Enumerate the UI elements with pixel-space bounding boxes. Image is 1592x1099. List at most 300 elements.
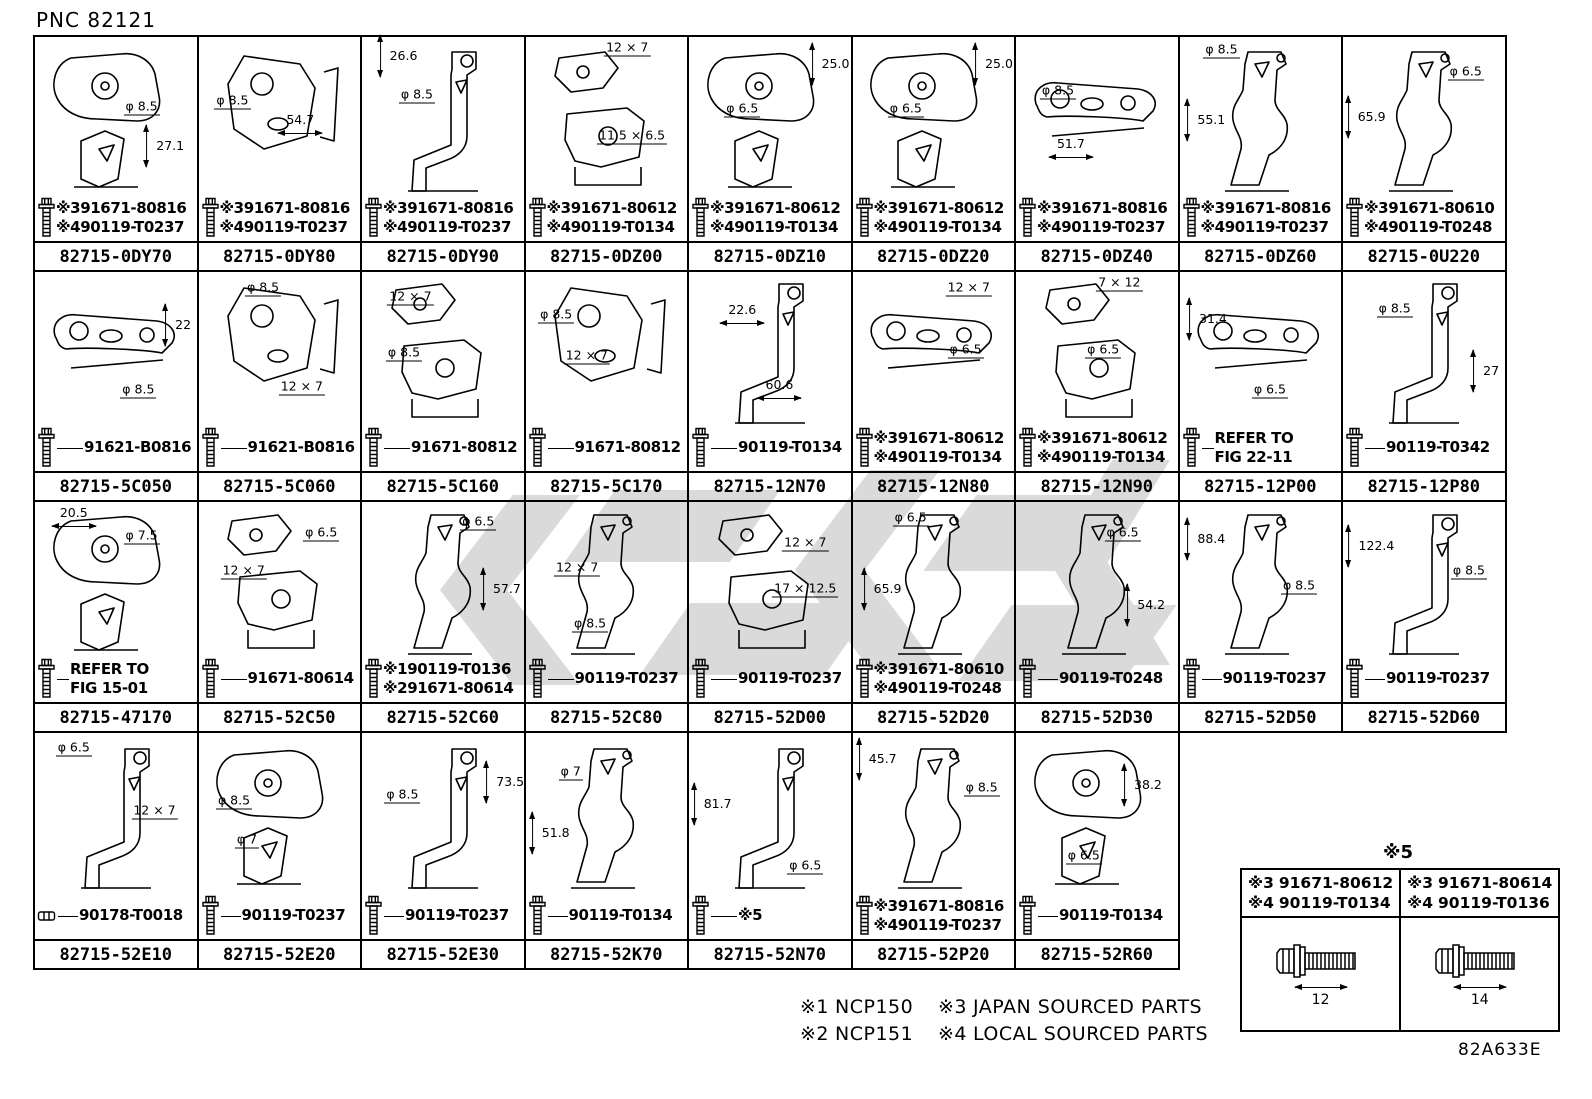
fastener-row bbox=[1180, 197, 1342, 241]
part-number-label: 82715-52P20 bbox=[853, 939, 1015, 968]
part-cell bbox=[689, 37, 853, 272]
dimension-label: φ 8.5 bbox=[125, 98, 158, 114]
dimension-label: 12 × 7 bbox=[222, 562, 265, 578]
part-number-label: 82715-52K70 bbox=[526, 939, 688, 968]
part-cell bbox=[1180, 272, 1344, 502]
fastener-part-number: 91671-80812 bbox=[574, 438, 681, 457]
dimension-label: 65.9 bbox=[1357, 109, 1386, 124]
dimension-arrow bbox=[1049, 153, 1093, 162]
dimension-label: 65.9 bbox=[873, 581, 902, 597]
part-number-label: 82715-5C060 bbox=[199, 471, 361, 500]
part-number-label: 82715-52D00 bbox=[689, 702, 851, 731]
part-number-label: 82715-52E30 bbox=[362, 939, 524, 968]
drawing-area bbox=[1016, 272, 1178, 427]
bolt-icon bbox=[1182, 427, 1201, 469]
drawing-area bbox=[853, 272, 1015, 427]
fastener-row bbox=[853, 197, 1015, 241]
note-box-title: ※5 bbox=[1382, 842, 1414, 863]
fastener-part-number: 90119-T0134 bbox=[1059, 906, 1163, 925]
dimension-arrow bbox=[1344, 96, 1353, 138]
dimension-label: 11.5 × 6.5 bbox=[599, 127, 666, 143]
dimension-label: 54.2 bbox=[1137, 596, 1166, 612]
fastener-row bbox=[526, 197, 688, 241]
bolt-icon bbox=[528, 427, 547, 469]
dimension-label: 51.7 bbox=[1056, 136, 1085, 151]
part-cell bbox=[199, 733, 363, 970]
drawing-area bbox=[199, 37, 361, 197]
fastener-part-number: ※3 91671-80612 bbox=[1248, 874, 1394, 892]
dimension-arrow bbox=[1345, 525, 1354, 567]
fastener-part-number: ※4 90119-T0136 bbox=[1407, 894, 1550, 913]
fastener-part-number: ※4 90119-T0134 bbox=[1037, 448, 1166, 466]
bolt-icon bbox=[855, 658, 874, 700]
fastener-row bbox=[199, 197, 361, 241]
part-cell bbox=[526, 733, 690, 970]
bolt-icon bbox=[855, 895, 874, 937]
leader-line bbox=[711, 679, 737, 680]
part-cell bbox=[362, 733, 526, 970]
dimension-label: φ 6.5 bbox=[726, 100, 759, 116]
note-box-cell bbox=[1242, 870, 1401, 1030]
bolt-icon bbox=[1018, 658, 1037, 700]
leader-line bbox=[57, 448, 83, 449]
bolt-icon bbox=[1018, 895, 1037, 937]
leader-line bbox=[221, 916, 241, 917]
fastener-part-number: 90119-T0237 bbox=[241, 906, 346, 925]
leader-line bbox=[58, 916, 78, 917]
leader-line bbox=[384, 448, 410, 449]
fastener-row bbox=[1016, 658, 1178, 702]
fastener-part-number: FIG 22-11 bbox=[1214, 448, 1293, 466]
part-number-label: 82715-0DY80 bbox=[199, 241, 361, 270]
drawing-area bbox=[362, 37, 524, 197]
leader-line bbox=[1038, 916, 1058, 917]
drawing-area bbox=[526, 502, 688, 658]
fastener-row bbox=[526, 427, 688, 471]
dimension-label: 54.7 bbox=[286, 112, 315, 127]
part-cell bbox=[689, 502, 853, 733]
dimension-label: φ 6.5 bbox=[57, 739, 90, 755]
bolt-icon bbox=[1182, 197, 1201, 239]
fastener-part-number: FIG 15-01 bbox=[70, 679, 148, 697]
fastener-part-number: ※4 90119-T0248 bbox=[1364, 218, 1493, 236]
drawing-area bbox=[35, 272, 197, 427]
fastener-part-number: 90119-T0237 bbox=[405, 906, 509, 925]
legend-text: NCP150 bbox=[835, 995, 914, 1018]
drawing-area bbox=[1180, 37, 1342, 197]
part-drawing bbox=[531, 44, 681, 200]
dimension-label: 22.6 bbox=[728, 302, 757, 318]
part-number-label: 82715-52N70 bbox=[689, 939, 851, 968]
note-box-drawing bbox=[1401, 918, 1558, 1030]
fastener-part-number: ※3 91671-80614 bbox=[1407, 874, 1553, 892]
dimension-label: φ 8.5 bbox=[965, 779, 998, 795]
legend-item bbox=[938, 1020, 1208, 1047]
part-number-label: 82715-0DZ20 bbox=[853, 241, 1015, 270]
fastener-row bbox=[362, 197, 524, 241]
drawing-area bbox=[1016, 502, 1178, 658]
drawing-area bbox=[35, 733, 197, 895]
bolt-icon bbox=[1345, 427, 1364, 469]
note-box-drawing bbox=[1242, 918, 1399, 1030]
part-number-label: 82715-0DZ60 bbox=[1180, 241, 1342, 270]
fastener-part-number: ※3 91671-80612 bbox=[873, 428, 1004, 447]
fastener-part-number: ※4 90119-T0237 bbox=[1200, 218, 1329, 236]
fastener-part-number: ※3 91671-80610 bbox=[873, 659, 1004, 678]
fastener-row bbox=[1343, 658, 1505, 702]
fastener-row bbox=[35, 895, 197, 939]
fastener-part-number: 91671-80812 bbox=[411, 438, 518, 457]
leader-line bbox=[548, 916, 568, 917]
part-cell bbox=[1180, 37, 1344, 272]
dimension-arrow bbox=[855, 738, 864, 780]
note-box-header bbox=[1242, 870, 1399, 918]
dimension-label: φ 6.5 bbox=[949, 341, 982, 356]
dimension-label: 51.8 bbox=[541, 825, 570, 841]
bolt-icon bbox=[37, 658, 56, 700]
dimension-label: φ 7.5 bbox=[125, 527, 158, 543]
dimension-arrow bbox=[1183, 99, 1192, 141]
drawing-area bbox=[199, 272, 361, 427]
legend-symbol: ※1 bbox=[800, 995, 830, 1018]
fastener-part-number: ※4 90119-T0237 bbox=[1037, 218, 1166, 236]
fastener-row bbox=[1343, 197, 1505, 241]
drawing-area bbox=[853, 37, 1015, 197]
nut-icon bbox=[37, 895, 57, 937]
dimension-arrow bbox=[376, 35, 385, 77]
dimension-label: 17 × 12.5 bbox=[774, 580, 837, 596]
dimension-label: 88.4 bbox=[1197, 531, 1226, 547]
fastener-part-number: ※3 91671-80612 bbox=[546, 198, 677, 217]
part-number-label: 82715-52C50 bbox=[199, 702, 361, 731]
drawing-area bbox=[199, 733, 361, 895]
bolt-icon bbox=[1345, 658, 1364, 700]
part-cell bbox=[526, 37, 690, 272]
dimension-label: φ 7 bbox=[236, 831, 258, 847]
grid-row bbox=[35, 733, 1180, 970]
part-cell bbox=[1343, 502, 1507, 733]
legend-item bbox=[800, 993, 938, 1020]
leader-line bbox=[711, 916, 737, 917]
leader-line bbox=[1365, 679, 1385, 680]
part-number-label: 82715-12N90 bbox=[1016, 471, 1178, 500]
part-cell bbox=[526, 272, 690, 502]
bolt-icon bbox=[364, 197, 383, 239]
legend-symbol: ※2 bbox=[800, 1022, 830, 1045]
drawing-area bbox=[362, 502, 524, 658]
dimension-label: 122.4 bbox=[1358, 537, 1395, 553]
part-cell bbox=[1016, 733, 1180, 970]
fastener-part-number: ※4 90119-T0134 bbox=[710, 218, 839, 236]
fastener-row bbox=[853, 895, 1015, 939]
part-cell bbox=[1343, 272, 1507, 502]
fastener-row bbox=[689, 658, 851, 702]
part-number-label: 82715-52C60 bbox=[362, 702, 524, 731]
leader-line bbox=[548, 448, 574, 449]
drawing-area bbox=[853, 733, 1015, 895]
drawing-area bbox=[689, 733, 851, 895]
leader-line bbox=[1365, 448, 1385, 449]
dimension-label: φ 8.5 bbox=[400, 86, 433, 102]
bolt-icon bbox=[364, 658, 383, 700]
bolt-icon bbox=[691, 427, 710, 469]
note-box bbox=[1240, 868, 1560, 1032]
part-drawing bbox=[41, 276, 191, 432]
bolt-icon bbox=[1018, 197, 1037, 239]
dimension-label: 31.4 bbox=[1199, 310, 1227, 326]
fastener-part-number: 91621-B0816 bbox=[247, 438, 355, 457]
fastener-part-number: REFER TO bbox=[70, 659, 149, 678]
bolt-icon bbox=[691, 658, 710, 700]
dimension-arrow bbox=[971, 43, 980, 85]
legend-text: LOCAL SOURCED PARTS bbox=[973, 1022, 1209, 1045]
fastener-row bbox=[362, 427, 524, 471]
fastener-row bbox=[853, 658, 1015, 702]
drawing-area bbox=[1180, 272, 1342, 427]
bolt-icon bbox=[364, 427, 383, 469]
drawing-area bbox=[526, 733, 688, 895]
part-number-label: 82715-0U220 bbox=[1343, 241, 1505, 270]
bolt-icon bbox=[364, 895, 383, 937]
leader-line bbox=[1038, 679, 1058, 680]
part-drawing bbox=[1022, 44, 1172, 200]
dimension-label: 7 × 12 bbox=[1098, 274, 1141, 290]
drawing-area bbox=[1016, 37, 1178, 197]
leader-line bbox=[221, 679, 247, 680]
fastener-row bbox=[689, 197, 851, 241]
dimension-arrow bbox=[860, 568, 869, 610]
dimension-label: φ 8.5 bbox=[122, 381, 155, 397]
part-number-label: 82715-52D50 bbox=[1180, 702, 1342, 731]
dimension-arrow bbox=[161, 304, 170, 346]
note-box-cell bbox=[1401, 870, 1558, 1030]
part-number-label: 82715-12N70 bbox=[689, 471, 851, 500]
part-drawing bbox=[531, 507, 681, 663]
fastener-part-number: 90119-T0237 bbox=[1222, 669, 1327, 688]
dimension-arrow bbox=[52, 522, 96, 531]
dimension-label: φ 6.5 bbox=[789, 857, 822, 873]
fastener-part-number: 90119-T0237 bbox=[738, 669, 842, 688]
part-cell bbox=[35, 37, 199, 272]
part-cell bbox=[35, 272, 199, 502]
leader-line bbox=[1202, 448, 1214, 449]
dimension-label: 12 × 7 bbox=[133, 802, 176, 818]
drawing-area bbox=[1343, 502, 1505, 658]
dimension-label: φ 6.5 bbox=[462, 513, 495, 529]
bolt-icon bbox=[691, 895, 710, 937]
dimension-label: 81.7 bbox=[703, 796, 732, 812]
fastener-row bbox=[1343, 427, 1505, 471]
drawing-area bbox=[362, 733, 524, 895]
fastener-part-number: 90178-T0018 bbox=[79, 906, 183, 925]
part-cell bbox=[362, 502, 526, 733]
dimension-label: 12 × 7 bbox=[565, 347, 608, 363]
dimension-label: φ 7 bbox=[560, 763, 581, 779]
part-number-label: 82715-52D30 bbox=[1016, 702, 1178, 731]
dimension-label: 55.1 bbox=[1197, 112, 1226, 128]
part-cell bbox=[689, 733, 853, 970]
fastener-row bbox=[35, 427, 197, 471]
dimension-label: 12 × 7 bbox=[606, 39, 649, 55]
leader-line bbox=[711, 448, 737, 449]
bolt-icon bbox=[528, 895, 547, 937]
dimension-label: φ 8.5 bbox=[574, 615, 607, 631]
fastener-part-number: ※3 91671-80816 bbox=[56, 198, 187, 217]
fastener-row bbox=[526, 895, 688, 939]
dimension-arrow bbox=[1185, 298, 1194, 340]
bolt-length-dim bbox=[1454, 983, 1506, 1008]
fastener-row bbox=[35, 197, 197, 241]
parts-grid-row4 bbox=[33, 733, 1180, 970]
bolt-icon bbox=[37, 427, 56, 469]
fastener-row bbox=[1016, 197, 1178, 241]
drawing-area bbox=[689, 272, 851, 427]
dimension-label: φ 8.5 bbox=[1041, 82, 1075, 98]
dimension-label: φ 8.5 bbox=[1205, 41, 1238, 57]
part-number-label: 82715-52E10 bbox=[35, 939, 197, 968]
part-drawing bbox=[858, 276, 1008, 432]
dimension-label: φ 6.5 bbox=[1087, 341, 1120, 356]
dimension-arrow bbox=[690, 783, 699, 825]
fastener-part-number: ※3 91671-80816 bbox=[1037, 198, 1168, 217]
dimension-label: φ 8.5 bbox=[216, 92, 249, 108]
legend-text: NCP151 bbox=[835, 1022, 914, 1045]
part-number-label: 82715-5C170 bbox=[526, 471, 688, 500]
part-number-label: 82715-0DY70 bbox=[35, 241, 197, 270]
legend-symbol: ※4 bbox=[938, 1022, 968, 1045]
bolt-icon bbox=[1345, 197, 1364, 239]
part-cell bbox=[362, 272, 526, 502]
part-cell bbox=[853, 272, 1017, 502]
part-number-label: 82715-0DZ00 bbox=[526, 241, 688, 270]
dimension-label: 25.0 bbox=[985, 56, 1013, 72]
legend bbox=[800, 993, 1208, 1047]
dimension-label: φ 8.5 bbox=[386, 786, 419, 802]
part-cell bbox=[199, 502, 363, 733]
fastener-part-number: ※4 90119-T0134 bbox=[873, 218, 1002, 236]
dimension-label: 57.7 bbox=[492, 581, 521, 597]
bolt-icon bbox=[528, 658, 547, 700]
fastener-row bbox=[362, 895, 524, 939]
fastener-row bbox=[1016, 427, 1178, 471]
dimension-label: 60.6 bbox=[765, 376, 794, 392]
fastener-part-number: ※4 90119-T0237 bbox=[873, 916, 1002, 934]
leader-line bbox=[57, 679, 69, 680]
fastener-part-number: 90119-T0134 bbox=[738, 438, 842, 457]
bolt-icon bbox=[201, 895, 220, 937]
dimension-label: 12 × 7 bbox=[556, 559, 599, 575]
legend-item bbox=[938, 993, 1208, 1020]
page-title: PNC 82121 bbox=[36, 8, 156, 32]
grid-row bbox=[35, 37, 1507, 272]
fastener-part-number: ※3 91671-80816 bbox=[383, 198, 514, 217]
dimension-label: φ 8.5 bbox=[217, 792, 251, 808]
part-cell bbox=[689, 272, 853, 502]
drawing-area bbox=[526, 272, 688, 427]
fastener-row bbox=[689, 895, 851, 939]
dimension-label: φ 8.5 bbox=[540, 306, 573, 322]
fastener-part-number: 90119-T0237 bbox=[574, 669, 679, 688]
part-cell bbox=[1343, 37, 1507, 272]
dimension-label: 20.5 bbox=[59, 504, 88, 520]
fastener-row bbox=[1016, 895, 1178, 939]
grid-row bbox=[35, 502, 1507, 733]
leader-line bbox=[384, 916, 404, 917]
fastener-row bbox=[1180, 658, 1342, 702]
dimension-label: 25.0 bbox=[821, 56, 850, 72]
bolt-icon bbox=[1275, 940, 1367, 982]
fastener-part-number: ※4 90119-T0237 bbox=[56, 218, 185, 236]
fastener-part-number: 90119-T0237 bbox=[1386, 669, 1490, 688]
drawing-area bbox=[35, 37, 197, 197]
dimension-label: φ 8.5 bbox=[247, 279, 280, 294]
part-number-label: 82715-47170 bbox=[35, 702, 197, 731]
part-number-label: 82715-12P80 bbox=[1343, 471, 1505, 500]
legend-symbol: ※3 bbox=[938, 995, 968, 1018]
drawing-area bbox=[689, 37, 851, 197]
fastener-part-number: 90119-T0134 bbox=[568, 906, 673, 925]
fastener-part-number: ※3 91671-80610 bbox=[1364, 198, 1495, 217]
part-cell bbox=[1180, 502, 1344, 733]
fastener-part-number: ※3 91671-80816 bbox=[1200, 198, 1331, 217]
part-cell bbox=[35, 502, 199, 733]
bolt-icon bbox=[201, 427, 220, 469]
dimension-arrow bbox=[482, 761, 491, 803]
part-number-label: 82715-52D20 bbox=[853, 702, 1015, 731]
leader-line bbox=[548, 679, 574, 680]
dimension-label: 27.1 bbox=[156, 137, 185, 153]
part-number-label: 82715-52D60 bbox=[1343, 702, 1505, 731]
fastener-row bbox=[199, 658, 361, 702]
dimension-label: 12 × 7 bbox=[784, 534, 827, 550]
dimension-arrow bbox=[1469, 350, 1478, 392]
part-cell bbox=[853, 502, 1017, 733]
bolt-icon bbox=[855, 427, 874, 469]
doc-code: 82A633E bbox=[1458, 1040, 1542, 1060]
dimension-arrow bbox=[479, 568, 488, 610]
part-cell bbox=[853, 733, 1017, 970]
leader-line bbox=[1202, 679, 1222, 680]
dimension-arrow bbox=[1183, 518, 1192, 560]
part-cell bbox=[35, 733, 199, 970]
dimension-arrow bbox=[720, 319, 764, 328]
dimension-arrow bbox=[757, 394, 801, 403]
fastener-part-number: 91671-80614 bbox=[247, 669, 354, 688]
grid-row bbox=[35, 272, 1507, 502]
fastener-part-number: ※4 90119-T0134 bbox=[1248, 894, 1391, 913]
part-number-label: 82715-52C80 bbox=[526, 702, 688, 731]
bolt-icon bbox=[691, 197, 710, 239]
part-cell bbox=[362, 37, 526, 272]
bolt-icon bbox=[1434, 940, 1526, 982]
fastener-row bbox=[199, 427, 361, 471]
fastener-part-number: ※3 91671-80612 bbox=[710, 198, 841, 217]
dimension-label: 26.6 bbox=[389, 48, 418, 64]
drawing-area bbox=[1343, 37, 1505, 197]
part-drawing bbox=[695, 276, 845, 432]
part-number-label: 82715-12N80 bbox=[853, 471, 1015, 500]
dimension-label: 22 bbox=[175, 316, 192, 332]
bolt-length-dim bbox=[1295, 983, 1347, 1008]
part-cell bbox=[1016, 272, 1180, 502]
drawing-area bbox=[1343, 272, 1505, 427]
fastener-part-number: ※3 91671-80816 bbox=[873, 896, 1004, 915]
part-drawing bbox=[204, 276, 354, 432]
dimension-label: φ 8.5 bbox=[387, 344, 421, 360]
dimension-label: φ 6.5 bbox=[1106, 524, 1139, 540]
dimension-arrow bbox=[528, 812, 537, 854]
bolt-icon bbox=[201, 658, 220, 700]
